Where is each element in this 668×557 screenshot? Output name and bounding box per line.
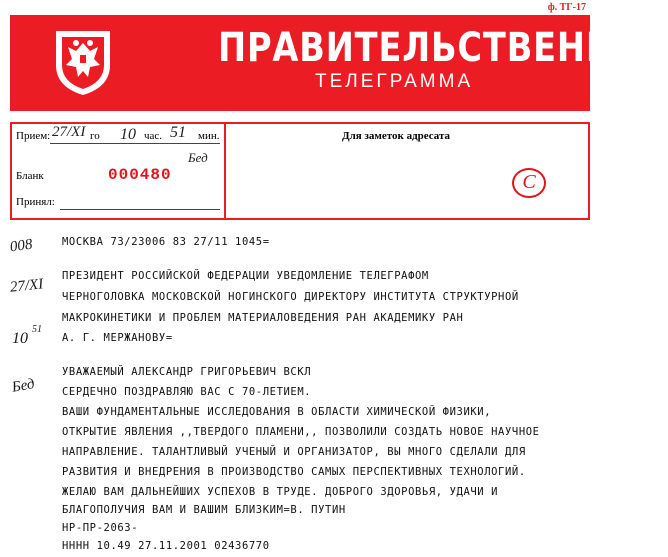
- reception-divider: [224, 124, 226, 218]
- coat-of-arms-emblem-icon: [52, 25, 114, 97]
- telegram-line-12: ЖЕЛАЮ ВАМ ДАЛЬНЕЙШИХ УСПЕХОВ В ТРУДЕ. ДОБРОГО ЗДОРОВЬЯ, УДАЧИ И: [62, 486, 499, 498]
- notes-label: Для заметок адресата: [342, 130, 451, 142]
- blank-label: Бланк: [16, 170, 44, 182]
- telegram-line-11: РАЗВИТИЯ И ВНЕДРЕНИЯ В ПРОИЗВОДСТВО САМЫХ ПЕРСПЕКТИВНЫХ ТЕХНОЛОГИЙ.: [62, 466, 526, 478]
- telegram-line-3: ЧЕРНОГОЛОВКА МОСКОВСКОЙ НОГИНСКОГО ДИРЕКТОРУ ИНСТИТУТА СТРУКТУРНОЙ: [62, 291, 519, 303]
- margin-note-initials: Бед: [10, 376, 36, 396]
- go-label: го: [90, 130, 100, 142]
- reception-block: [10, 122, 590, 220]
- margin-note-minute: 51: [32, 324, 42, 335]
- telegram-line-10: НАПРАВЛЕНИЕ. ТАЛАНТЛИВЫЙ УЧЕНЫЙ И ОРГАНИЗАТОР, ВЫ МНОГО СДЕЛАЛИ ДЛЯ: [62, 446, 526, 458]
- priem-underline: [50, 143, 220, 144]
- priem-label: Прием:: [16, 130, 51, 142]
- circle-c-mark: С: [512, 168, 546, 198]
- telegram-line-4: МАКРОКИНЕТИКИ И ПРОБЛЕМ МАТЕРИАЛОВЕДЕНИЯ РАН АКАДЕМИКУ РАН: [62, 312, 464, 324]
- telegram-line-6: УВАЖАЕМЫЙ АЛЕКСАНДР ГРИГОРЬЕВИЧ ВСКЛ: [62, 366, 312, 378]
- priem-day-handwritten: 27/XI: [52, 124, 86, 140]
- hour-label: час.: [144, 130, 163, 142]
- telegram-line-13: БЛАГОПОЛУЧИЯ ВАМ И ВАШИМ БЛИЗКИМ=В. ПУТИН: [62, 504, 346, 516]
- prinyal-underline: [60, 209, 220, 210]
- telegram-line-9: ОТКРЫТИЕ ЯВЛЕНИЯ ,,ТВЕРДОГО ПЛАМЕНИ,, ПОЗВОЛИЛИ СОЗДАТЬ НОВОЕ НАУЧНОЕ: [62, 426, 540, 438]
- header-banner: [10, 15, 668, 111]
- blank-number: 000480: [108, 166, 172, 184]
- margin-note-number: 008: [8, 236, 34, 256]
- telegram-line-1: МОСКВА 73/23006 83 27/11 1045=: [62, 236, 270, 248]
- telegram-line-15: НННН 10.49 27.11.2001 02436770: [62, 540, 270, 552]
- banner-title: ПРАВИТЕЛЬСТВЕННАЯ: [218, 25, 668, 71]
- minute-handwritten: 51: [170, 124, 186, 141]
- margin-note-hour: 10: [12, 330, 28, 347]
- banner-subtitle: ТЕЛЕГРАММА: [315, 71, 474, 92]
- telegram-line-2: ПРЕЗИДЕНТ РОССИЙСКОЙ ФЕДЕРАЦИИ УВЕДОМЛЕНИЕ ТЕЛЕГРАФОМ: [62, 270, 429, 282]
- prinyal-label: Принял:: [16, 196, 55, 208]
- telegram-line-7: СЕРДЕЧНО ПОЗДРАВЛЯЮ ВАС С 70-ЛЕТИЕМ.: [62, 386, 312, 398]
- telegram-line-14: НР-ПР-2063-: [62, 522, 139, 534]
- margin-note-date: 27/XI: [9, 276, 45, 296]
- telegram-line-8: ВАШИ ФУНДАМЕНТАЛЬНЫЕ ИССЛЕДОВАНИЯ В ОБЛАСТИ ХИМИЧЕСКОЙ ФИЗИКИ,: [62, 406, 492, 418]
- initials-top-handwritten: Бед: [188, 150, 208, 165]
- telegram-line-5: А. Г. МЕРЖАНОВУ=: [62, 332, 173, 344]
- hour-handwritten: 10: [120, 126, 136, 143]
- minute-label: мин.: [198, 130, 220, 142]
- form-code: ф. ТГ-17: [547, 2, 586, 13]
